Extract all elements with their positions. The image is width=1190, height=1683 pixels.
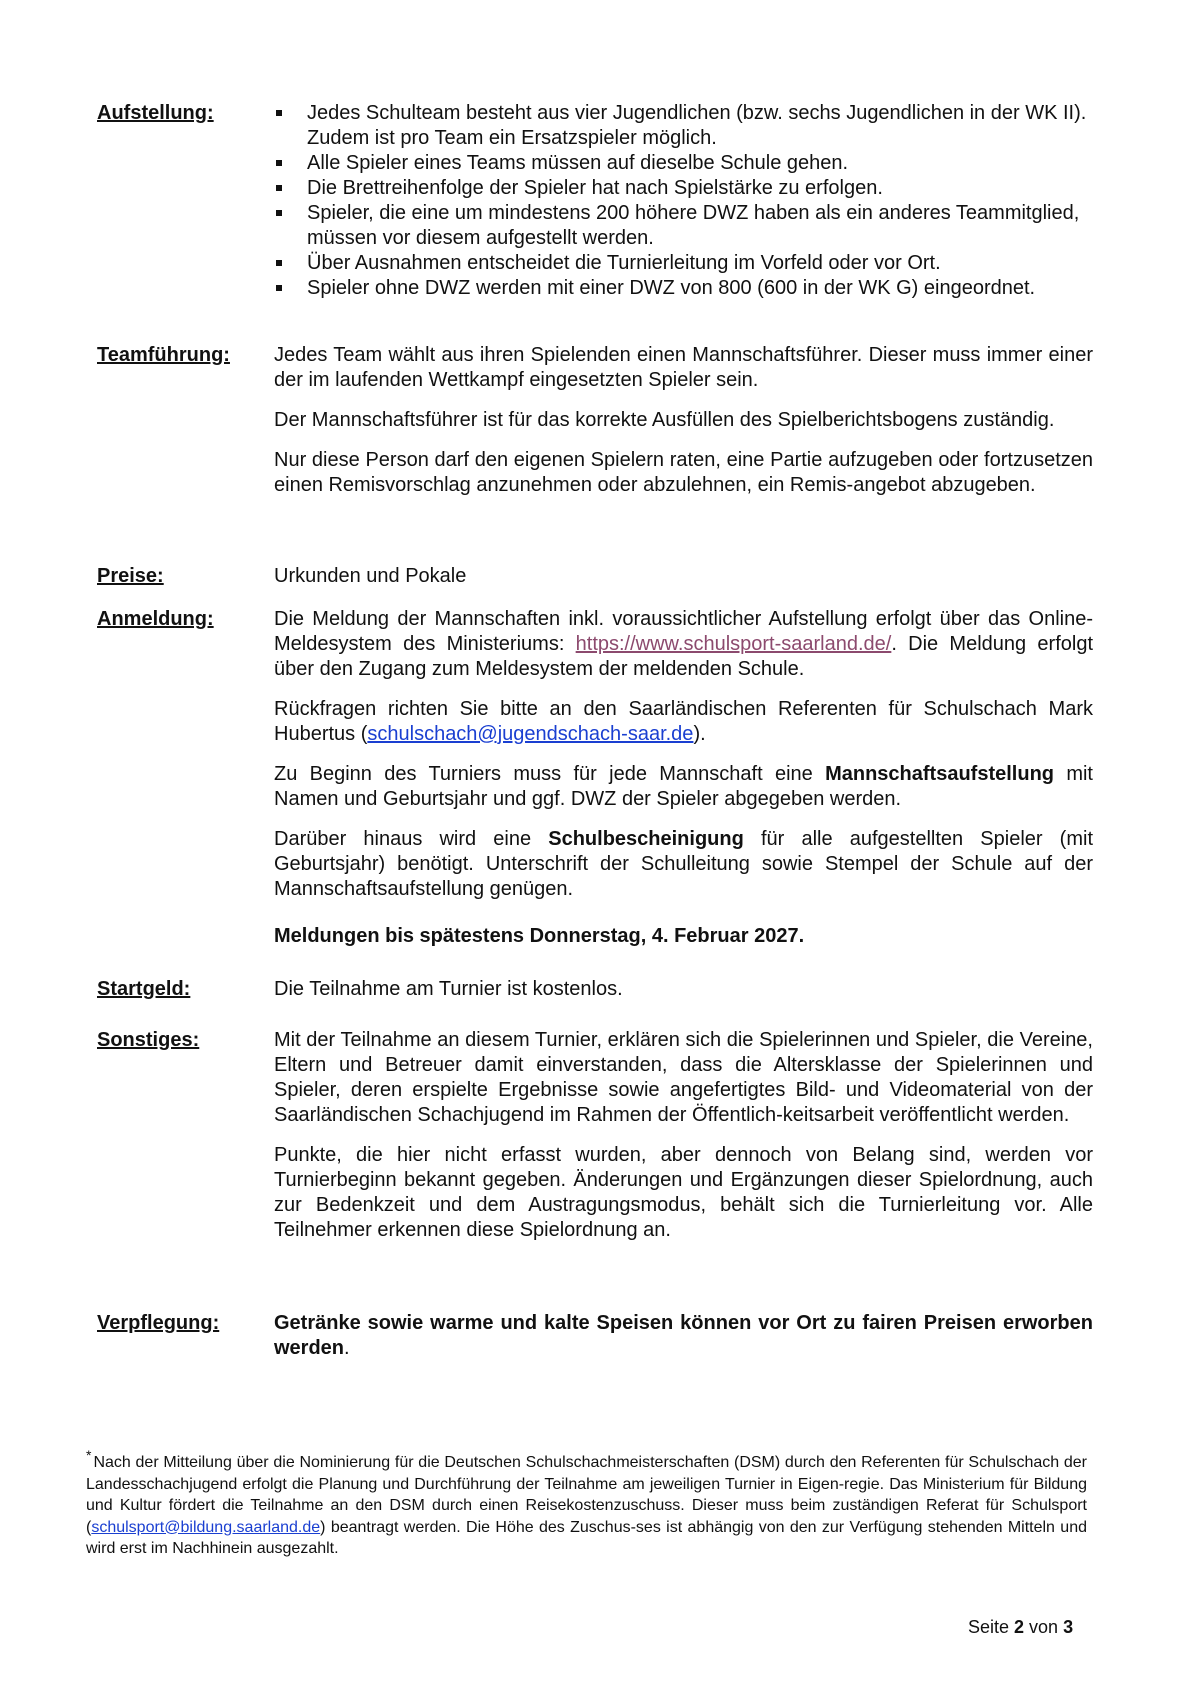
page-number bbox=[968, 1617, 1073, 1638]
section-content bbox=[274, 607, 1093, 949]
text-run: Seite bbox=[968, 1617, 1015, 1637]
paragraph bbox=[274, 762, 1093, 812]
section-content bbox=[274, 343, 1093, 498]
text-run: Zu Beginn des Turniers muss für jede Mannschaft eine bbox=[274, 763, 826, 785]
text-run: Rückfragen richten Sie bitte an den Saarländischen Referenten für Schulschach Mark Hubertus ( bbox=[274, 698, 1093, 745]
section-label: Preise: bbox=[97, 565, 164, 587]
total-pages: 3 bbox=[1063, 1617, 1074, 1637]
paragraph bbox=[274, 697, 1093, 747]
list-item: Spieler, die eine um mindestens 200 höhere DWZ haben als ein anderes Teammitglied, müssen vor diesem aufgestellt werden. bbox=[274, 201, 1093, 251]
bold-term: Schulbescheinigung bbox=[548, 828, 744, 850]
paragraph: Mit der Teilnahme an diesem Turnier, erklären sich die Spielerinnen und Spieler, die Vereine, Eltern und Betreuer damit einverstanden, dass die Altersklasse der Spielerinnen und Spieler, deren erspielte Ergebnisse sowie angefertigtes Bild- und Videomaterial von der Saarländischen Schachjugend im Rahmen der Öffentlich-keitsarbeit veröffentlicht werden. bbox=[274, 1029, 1093, 1126]
paragraph: Punkte, die hier nicht erfasst wurden, aber dennoch von Belang sind, werden vor Turnierbeginn bekannt gegeben. Änderungen und Ergänzungen dieser Spielordnung, auch zur Bedenkzeit und dem Austragungsmodus, behält sich die Turnierleitung vor. Alle Teilnehmer erkennen diese Spielordnung an. bbox=[274, 1144, 1093, 1241]
list-item: Die Brettreihenfolge der Spieler hat nach Spielstärke zu erfolgen. bbox=[274, 176, 1093, 201]
list-item: Alle Spieler eines Teams müssen auf dieselbe Schule gehen. bbox=[274, 151, 1093, 176]
section-content bbox=[274, 564, 1093, 589]
text-run: Darüber hinaus wird eine bbox=[274, 828, 549, 850]
section-content bbox=[274, 1311, 1093, 1361]
text-run: . Die Meldung erfolgt über den Zugang zum Meldesystem der meldenden Schule. bbox=[274, 633, 1093, 680]
paragraph: Jedes Team wählt aus ihren Spielenden einen Mannschaftsführer. Dieser muss immer einer der im laufenden Wettkampf eingesetzten Spieler sein. bbox=[274, 344, 1093, 391]
section-content bbox=[274, 977, 1093, 1002]
paragraph: Die Teilnahme am Turnier ist kostenlos. bbox=[274, 978, 623, 1000]
section-label: Teamführung: bbox=[97, 344, 230, 366]
section-label: Verpflegung: bbox=[97, 1312, 220, 1334]
section-label: Startgeld: bbox=[97, 978, 191, 1000]
paragraph bbox=[274, 607, 1093, 682]
footnote-marker: * bbox=[86, 1447, 92, 1463]
bold-term: Getränke sowie warme und kalte Speisen können vor Ort zu fairen Preisen erworben werden bbox=[274, 1312, 1093, 1359]
text-run: Nach der Mitteilung über die Nominierung für die Deutschen Schulschachmeisterschaften (DSM) durch den Referenten für Schulschach der Landesschachjugend erfolgt die Planung und Durchführung der Teilnahme am jeweiligen Turnier in Eigen-regie. Das Ministerium für Bildung und Kultur fördert die Teilnahme an den DSM durch einen Reisekostenzuschuss. Dieser muss beim zuständigen Referat für Schulsport ( bbox=[86, 1454, 1087, 1536]
paragraph: Nur diese Person darf den eigenen Spielern raten, eine Partie aufzugeben oder fortzusetzen einen Remisvorschlag anzunehmen oder abzulehnen, ein Remis-angebot abzugeben. bbox=[274, 449, 1093, 496]
list-item: Über Ausnahmen entscheidet die Turnierleitung im Vorfeld oder vor Ort. bbox=[274, 251, 1093, 276]
text-run: ). bbox=[693, 723, 706, 745]
list-item: Spieler ohne DWZ werden mit einer DWZ von 800 (600 in der WK G) eingeordnet. bbox=[274, 276, 1093, 301]
footnote bbox=[86, 1447, 1087, 1560]
text-run: von bbox=[1024, 1617, 1064, 1637]
paragraph: Der Mannschaftsführer ist für das korrekte Ausfüllen des Spielberichtsbogens zuständig. bbox=[274, 409, 1055, 431]
deadline-notice: Meldungen bis spätestens Donnerstag, 4. Februar 2027. bbox=[274, 925, 805, 947]
email-link-schulschach[interactable]: schulschach@jugendschach-saar.de bbox=[367, 723, 694, 745]
bullet-list bbox=[274, 101, 1093, 301]
text-run: für alle aufgestellten Spieler (mit Geburtsjahr) benötigt. Unterschrift der Schulleitung sowie Stempel der Schule auf der Mannschaftsaufstellung genügen. bbox=[274, 828, 1094, 900]
current-page: 2 bbox=[1014, 1617, 1025, 1637]
paragraph bbox=[274, 1311, 1093, 1361]
paragraph bbox=[274, 827, 1093, 902]
text-run: ) beantragt werden. Die Höhe des Zuschus-ses ist abhängig von den zur Verfügung stehenden Mitteln und wird erst im Nachhinein ausgezahlt. bbox=[86, 1518, 1087, 1557]
paragraph: Urkunden und Pokale bbox=[274, 565, 467, 587]
section-content bbox=[274, 1028, 1093, 1243]
list-item: Jedes Schulteam besteht aus vier Jugendlichen (bzw. sechs Jugendlichen in der WK II). Zudem ist pro Team ein Ersatzspieler möglich. bbox=[274, 101, 1093, 151]
section-label: Aufstellung: bbox=[97, 102, 214, 124]
text-run: mit Namen und Geburtsjahr und ggf. DWZ der Spieler abgegeben werden. bbox=[274, 763, 1093, 810]
bold-term: Mannschaftsaufstellung bbox=[825, 763, 1055, 785]
schulsport-link[interactable]: https://www.schulsport-saarland.de/ bbox=[575, 633, 892, 655]
section-label: Anmeldung: bbox=[97, 608, 214, 630]
section-label: Sonstiges: bbox=[97, 1029, 200, 1051]
text-run: Die Meldung der Mannschaften inkl. voraussichtlicher Aufstellung erfolgt über das Online-Meldesystem des Ministeriums: bbox=[274, 608, 1093, 655]
text-run: . bbox=[344, 1337, 350, 1359]
email-link-schulsport[interactable]: schulsport@bildung.saarland.de bbox=[91, 1518, 321, 1536]
section-content bbox=[274, 101, 1093, 301]
